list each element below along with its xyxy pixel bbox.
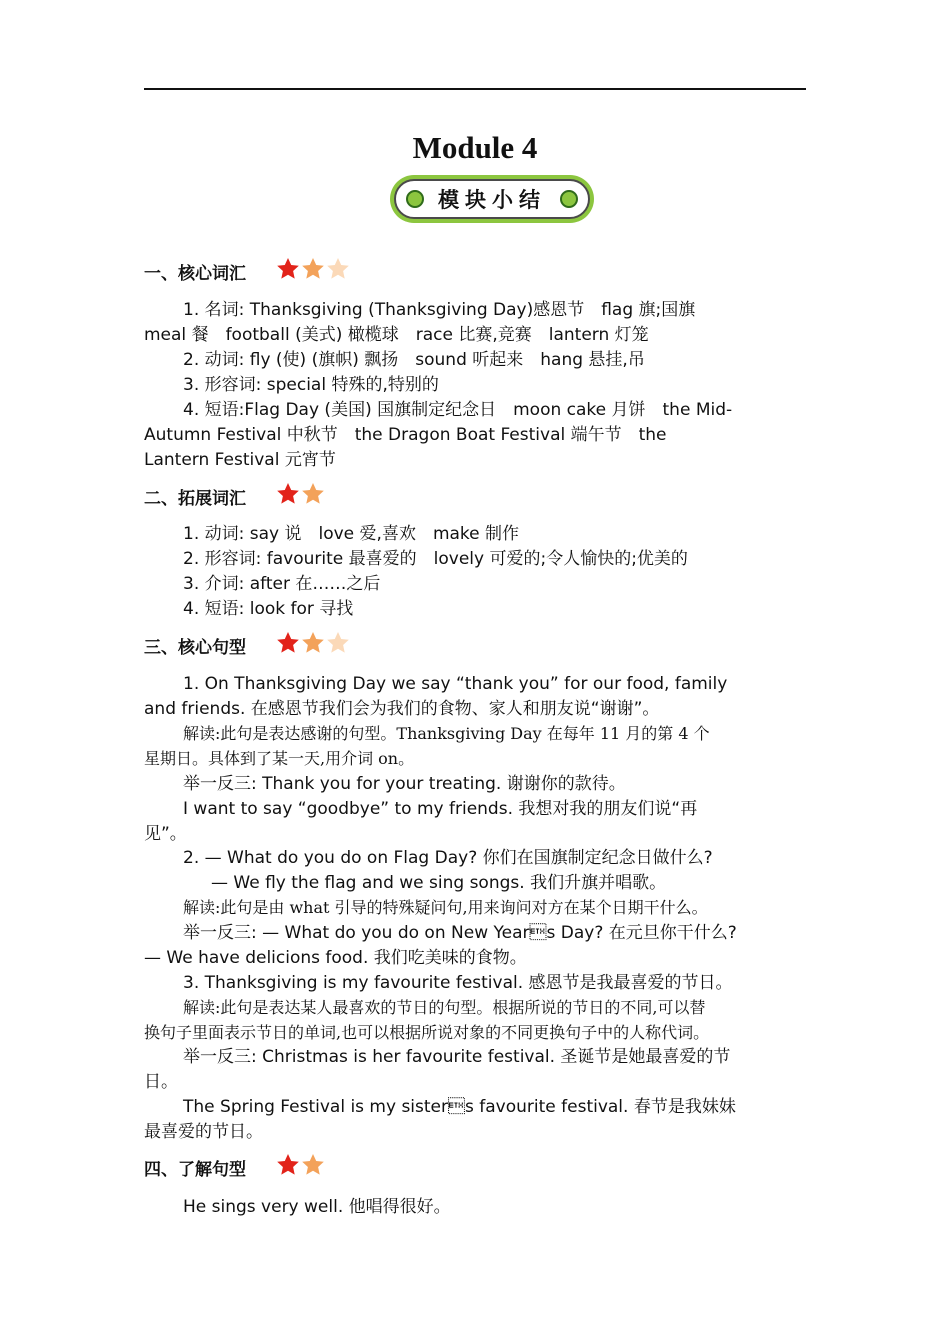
difficulty-stars bbox=[276, 631, 351, 661]
text-line: 解读:此句是由 what 引导的特殊疑问句,用来询问对方在某个日期干什么。 bbox=[183, 898, 708, 917]
text-line: I want to say “goodbye” to my friends. 我想对我的朋友们说“再 bbox=[183, 799, 698, 819]
text-line: 1. 动词: say 说 love 爱,喜欢 make 制作 bbox=[183, 524, 520, 544]
text-line: 4. 短语: look for 寻找 bbox=[183, 599, 354, 619]
text-line: 3. 形容词: special 特殊的,特别的 bbox=[183, 375, 439, 395]
star-half-icon bbox=[301, 482, 325, 506]
heading-text: 一、核心词汇 bbox=[144, 264, 246, 284]
page-title: Module 4 bbox=[412, 130, 538, 165]
text-line: and friends. 在感恩节我们会为我们的食物、家人和朋友说“谢谢”。 bbox=[144, 699, 660, 719]
text-line: meal 餐 football (美式) 橄榄球 race 比赛,竞赛 lantern 灯笼 bbox=[144, 325, 649, 345]
text-line: 1. 名词: Thanksgiving (Thanksgiving Day)感恩节 flag 旗;国旗 bbox=[183, 300, 696, 320]
text-line: 见”。 bbox=[144, 824, 187, 844]
star-full-icon bbox=[276, 631, 300, 655]
heading-text: 四、了解句型 bbox=[144, 1160, 246, 1180]
difficulty-stars bbox=[276, 1153, 326, 1183]
heading-text: 二、拓展词汇 bbox=[144, 489, 246, 509]
badge-label: 模块小结 bbox=[438, 188, 546, 212]
text-line: 2. 动词: fly (使) (旗帜) 飘扬 sound 听起来 hang 悬挂,吊 bbox=[183, 350, 645, 370]
star-half-icon bbox=[301, 257, 325, 281]
star-faint-icon bbox=[326, 631, 350, 655]
star-full-icon bbox=[276, 257, 300, 281]
star-half-icon bbox=[301, 1153, 325, 1177]
text-line: The Spring Festival is my sisters favourite festival. 春节是我妹妹 bbox=[183, 1097, 736, 1117]
section-heading-understand-sentences bbox=[144, 1159, 246, 1181]
text-line: 1. On Thanksgiving Day we say “thank you” for our food, family bbox=[183, 674, 728, 694]
difficulty-stars bbox=[276, 482, 326, 512]
text-line: 3. 介词: after 在……之后 bbox=[183, 574, 381, 594]
text-line: Autumn Festival 中秋节 the Dragon Boat Festival 端午节 the bbox=[144, 425, 667, 445]
module-summary-badge bbox=[389, 174, 595, 224]
text-line: 4. 短语:Flag Day (美国) 国旗制定纪念日 moon cake 月饼 the Mid- bbox=[183, 400, 733, 420]
star-half-icon bbox=[301, 631, 325, 655]
star-faint-icon bbox=[326, 257, 350, 281]
text-line: 举一反三: Thank you for your treating. 谢谢你的款待。 bbox=[183, 774, 626, 794]
text-line: — We have delicions food. 我们吃美味的食物。 bbox=[144, 948, 527, 968]
top-rule bbox=[144, 88, 806, 90]
text-line: 换句子里面表示节日的单词,也可以根据所说对象的不同更换句子中的人称代词。 bbox=[144, 1023, 710, 1042]
text-line: 2. 形容词: favourite 最喜爱的 lovely 可爱的;令人愉快的;优美的 bbox=[183, 549, 688, 569]
section-heading-extended-vocab bbox=[144, 488, 246, 510]
text-line: He sings very well. 他唱得很好。 bbox=[183, 1197, 451, 1217]
text-line: Lantern Festival 元宵节 bbox=[144, 450, 336, 470]
text-line: 解读:此句是表达感谢的句型。Thanksgiving Day 在每年 11 月的第 4 个 bbox=[183, 724, 710, 743]
text-line: — We fly the flag and we sing songs. 我们升旗并唱歌。 bbox=[211, 873, 667, 893]
section-heading-core-vocab bbox=[144, 263, 246, 285]
text-line: 解读:此句是表达某人最喜欢的节日的句型。根据所说的节日的不同,可以替 bbox=[183, 998, 706, 1017]
text-line: 最喜爱的节日。 bbox=[144, 1122, 263, 1142]
star-full-icon bbox=[276, 1153, 300, 1177]
text-line: 举一反三: — What do you do on New Years Day? 在元旦你干什么? bbox=[183, 923, 737, 943]
text-line: 举一反三: Christmas is her favourite festival. 圣诞节是她最喜爱的节 bbox=[183, 1047, 731, 1067]
text-line: 2. — What do you do on Flag Day? 你们在国旗制定纪念日做什么? bbox=[183, 848, 713, 868]
difficulty-stars bbox=[276, 257, 351, 287]
text-line: 星期日。具体到了某一天,用介词 on。 bbox=[144, 749, 415, 768]
text-line: 日。 bbox=[144, 1072, 178, 1092]
heading-text: 三、核心句型 bbox=[144, 638, 246, 658]
star-full-icon bbox=[276, 482, 300, 506]
section-heading-core-sentences bbox=[144, 637, 246, 659]
text-line: 3. Thanksgiving is my favourite festival. 感恩节是我最喜爱的节日。 bbox=[183, 973, 733, 993]
